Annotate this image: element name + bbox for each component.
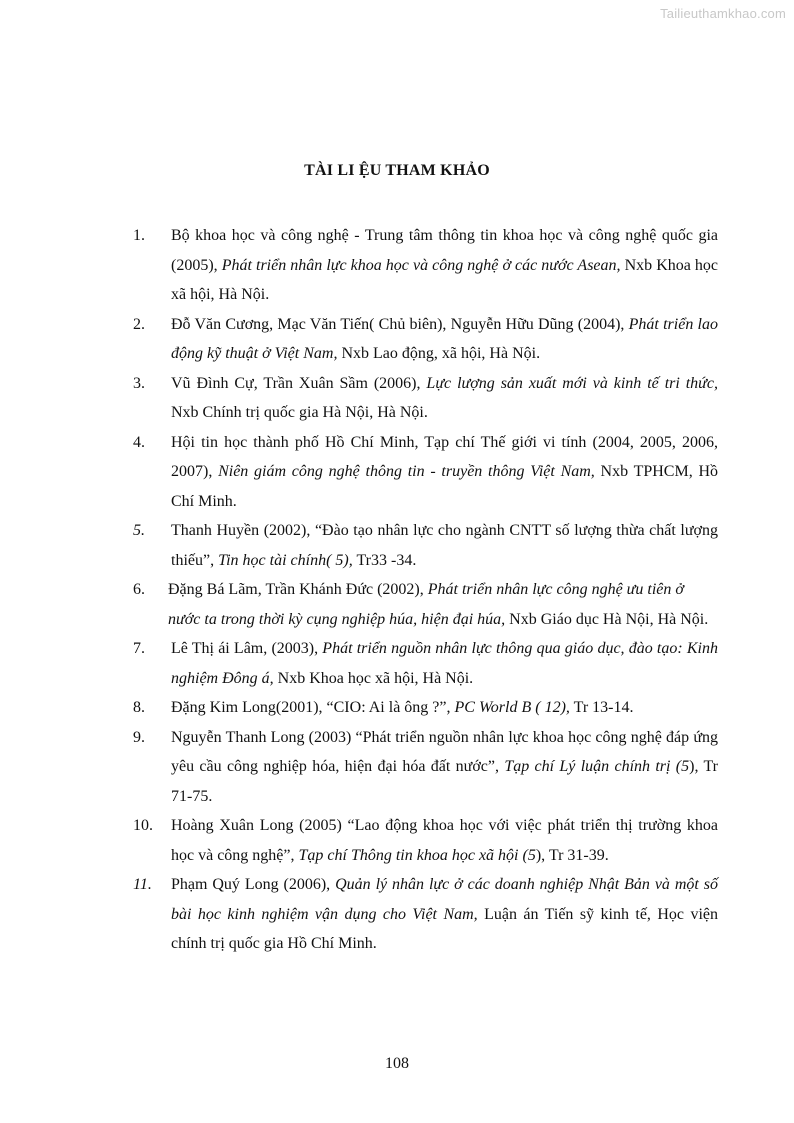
- reference-number: 1.: [133, 227, 145, 244]
- reference-item: [133, 310, 718, 369]
- reference-title: Tạp chí Thông tin khoa học xã hội (5: [298, 846, 536, 864]
- reference-segment: Phạm Quý Long (2006),: [171, 876, 336, 893]
- reference-title: Phát triển nhân lực khoa học và công nghệ ở các nước Asean,: [221, 256, 621, 274]
- reference-segment: Hội tin học thành phố Hồ Chí Minh, Tạp chí Thế giới vi tính (2004, 2005, 2006, 2007),: [171, 433, 718, 480]
- reference-item: [133, 516, 718, 575]
- reference-segment: Thanh Huyền (2002), “Đào tạo nhân lực cho ngành CNTT số lượng thừa chất lượng thiếu”,: [171, 522, 718, 569]
- reference-title: Lực lượng sản xuất mới và kinh tế tri thức,: [426, 374, 718, 392]
- page-title: TÀI LI ỆU THAM KHẢO: [304, 162, 490, 179]
- reference-number: 4.: [133, 433, 145, 451]
- page-number: 108: [385, 1055, 409, 1072]
- reference-segment: ), Tr 31-39.: [535, 846, 609, 864]
- reference-segment: Đặng Bá Lãm, Trần Khánh Đức (2002),: [168, 581, 428, 598]
- reference-title: Phát triển nhân lực công nghệ ưu tiên ở nước ta trong thời kỳ cụng nghiệp húa, hiện đại húa,: [168, 581, 684, 628]
- reference-item: [133, 575, 718, 634]
- reference-item: [133, 221, 718, 310]
- reference-segment: Lê Thị ái Lâm, (2003),: [171, 640, 323, 657]
- reference-segment: Nxb Khoa học xã hội, Hà Nội.: [273, 669, 474, 687]
- reference-number: 11.: [133, 876, 152, 893]
- reference-text: [171, 811, 718, 870]
- reference-text: [171, 369, 718, 428]
- reference-segment: Nxb Giáo dục Hà Nội, Hà Nội.: [505, 610, 709, 628]
- reference-number: 9.: [133, 728, 145, 746]
- reference-title: Phát triển nguồn nhân lực thông qua giáo dục, đào tạo: Kinh nghiệm Đông á,: [171, 640, 719, 687]
- reference-title: Tạp chí Lý luận chính trị (5: [504, 758, 690, 775]
- reference-segment: Vũ Đình Cự, Trần Xuân Sầm (2006),: [171, 374, 427, 392]
- reference-segment: Tr 13-14.: [569, 699, 634, 716]
- reference-segment: Nxb TPHCM, Hồ Chí Minh.: [171, 463, 718, 510]
- reference-item: [133, 693, 718, 723]
- reference-text: [171, 221, 718, 310]
- reference-text: [171, 428, 718, 517]
- reference-number: 8.: [133, 699, 145, 716]
- reference-list: [133, 221, 718, 959]
- reference-item: [133, 870, 718, 959]
- reference-segment: Nxb Khoa học xã hội, Hà Nội.: [171, 256, 719, 303]
- reference-segment: Hoàng Xuân Long (2005) “Lao động khoa học với việc phát triển thị trường khoa học và công nghệ”,: [171, 817, 718, 864]
- reference-number: 7.: [133, 640, 145, 657]
- reference-item: [133, 634, 718, 693]
- reference-item: [133, 428, 718, 517]
- reference-segment: Tr33 -34.: [352, 551, 417, 569]
- reference-segment: Bộ khoa học và công nghệ - Trung tâm thông tin khoa học và công nghệ quốc gia (2005),: [171, 227, 718, 274]
- reference-number: 2.: [133, 315, 145, 333]
- reference-segment: Đặng Kim Long(2001), “CIO: Ai là ông ?”,: [171, 699, 455, 716]
- reference-text: [171, 516, 718, 575]
- reference-title: Niên giám công nghệ thông tin - truyền thông Việt Nam,: [218, 463, 595, 480]
- reference-item: [133, 369, 718, 428]
- reference-number: 3.: [133, 374, 145, 392]
- reference-text: [171, 723, 718, 812]
- reference-title: Tin học tài chính( 5),: [218, 551, 353, 569]
- reference-item: [133, 723, 718, 812]
- watermark: Tailieuthamkhao.com: [660, 6, 786, 21]
- reference-text: [171, 693, 718, 723]
- reference-title: Quản lý nhân lực ở các doanh nghiệp Nhật Bản và một số bài học kinh nghiệm vận dụng cho Việt Nam,: [171, 876, 718, 923]
- reference-title: PC World B ( 12),: [454, 699, 570, 716]
- reference-title: Phát triển lao động kỹ thuật ở Việt Nam,: [171, 315, 718, 362]
- reference-number: 10.: [133, 817, 153, 834]
- reference-text: [168, 575, 718, 634]
- reference-segment: Nguyễn Thanh Long (2003) “Phát triển nguồn nhân lực khoa học công nghệ đáp ứng yêu cầu công nghiệp hóa, hiện đại hóa đất nước”,: [171, 728, 718, 775]
- reference-number: 5.: [133, 522, 145, 539]
- reference-segment: Nxb Chính trị quốc gia Hà Nội, Hà Nội.: [171, 404, 428, 421]
- reference-text: [171, 634, 718, 693]
- reference-segment: Đỗ Văn Cương, Mạc Văn Tiến( Chủ biên), Nguyễn Hữu Dũng (2004),: [171, 315, 629, 333]
- reference-text: [171, 310, 718, 369]
- reference-segment: Nxb Lao động, xã hội, Hà Nội.: [337, 345, 541, 362]
- reference-text: [171, 870, 718, 959]
- reference-item: [133, 811, 718, 870]
- reference-segment: Luận án Tiến sỹ kinh tế, Học viện chính trị quốc gia Hồ Chí Minh.: [171, 905, 718, 952]
- reference-number: 6.: [133, 581, 145, 598]
- reference-segment: ), Tr 71-75.: [171, 758, 719, 805]
